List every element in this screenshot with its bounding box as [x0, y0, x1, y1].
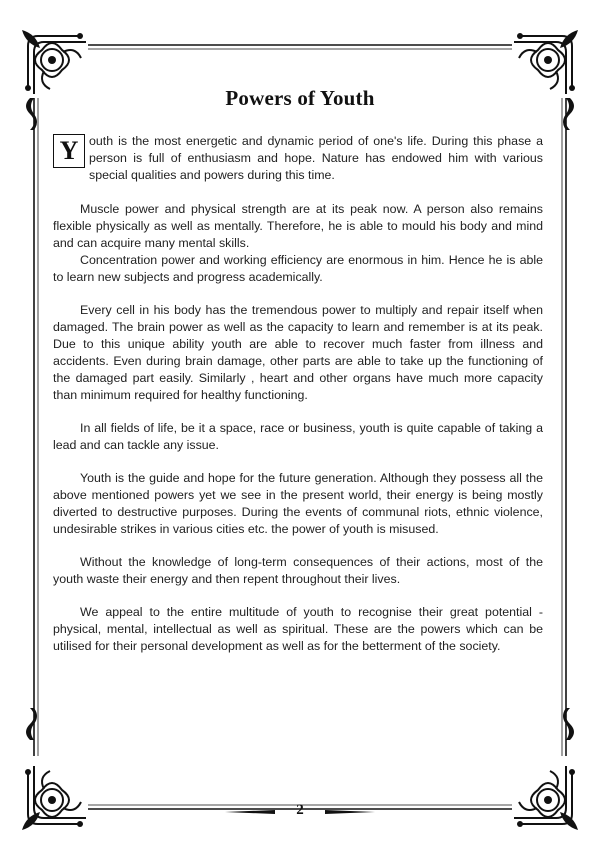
drop-cap: Y: [53, 134, 85, 168]
corner-ornament-bottom-left: [20, 762, 90, 832]
intro-paragraph: [53, 133, 543, 184]
paragraph: Muscle power and physical strength are at its peak now. A person also remains flexible physically as well as mentally. Therefore, he is able to mould his body and mind and can acquire many mental skills.: [53, 202, 543, 250]
intro-text: outh is the most energetic and dynamic period of one's life. During this phase a person is full of enthusiasm and hope. Nature has endowed him with various special qualities and powers during this time.: [89, 134, 543, 182]
paragraph: Without the knowledge of long-term consequences of their actions, most of the youth waste their energy and then repent throughout their lives.: [53, 555, 543, 586]
paragraph: Every cell in his body has the tremendous power to multiply and repair itself when damaged. The brain power as well as the capacity to learn and remember is at its peak. Due to this unique ability youth are able to recover much faster from illness and accidents. Even during brain damage, other parts are able to take up the functioning of the damaged part easily. Similarly , heart and other organs have much more capacity than minimum required for healthy functioning.: [53, 303, 543, 402]
paragraph: Concentration power and working efficiency are enormous in him. Hence he is able to learn new subjects and progress academically.: [53, 253, 543, 284]
corner-ornament-bottom-right: [510, 762, 580, 832]
paragraph: In all fields of life, be it a space, race or business, youth is quite capable of taking a lead and can tackle any issue.: [53, 421, 543, 452]
page-title: Powers of Youth: [225, 86, 375, 111]
paragraph: Youth is the guide and hope for the future generation. Although they possess all the above mentioned powers yet we see in the present world, their energy is being mostly diverted to destructive purposes. During the events of communal riots, ethnic violence, undesirable strikes in various cities etc. the power of youth is misused.: [53, 471, 543, 536]
paragraph: We appeal to the entire multitude of youth to recognise their great potential - physical, mental, intellectual as well as spiritual. These are the powers which can be utilised for their personal development as well as for the betterment of the society.: [53, 605, 543, 653]
article-body: [53, 133, 543, 671]
page-number: 2: [296, 802, 304, 818]
